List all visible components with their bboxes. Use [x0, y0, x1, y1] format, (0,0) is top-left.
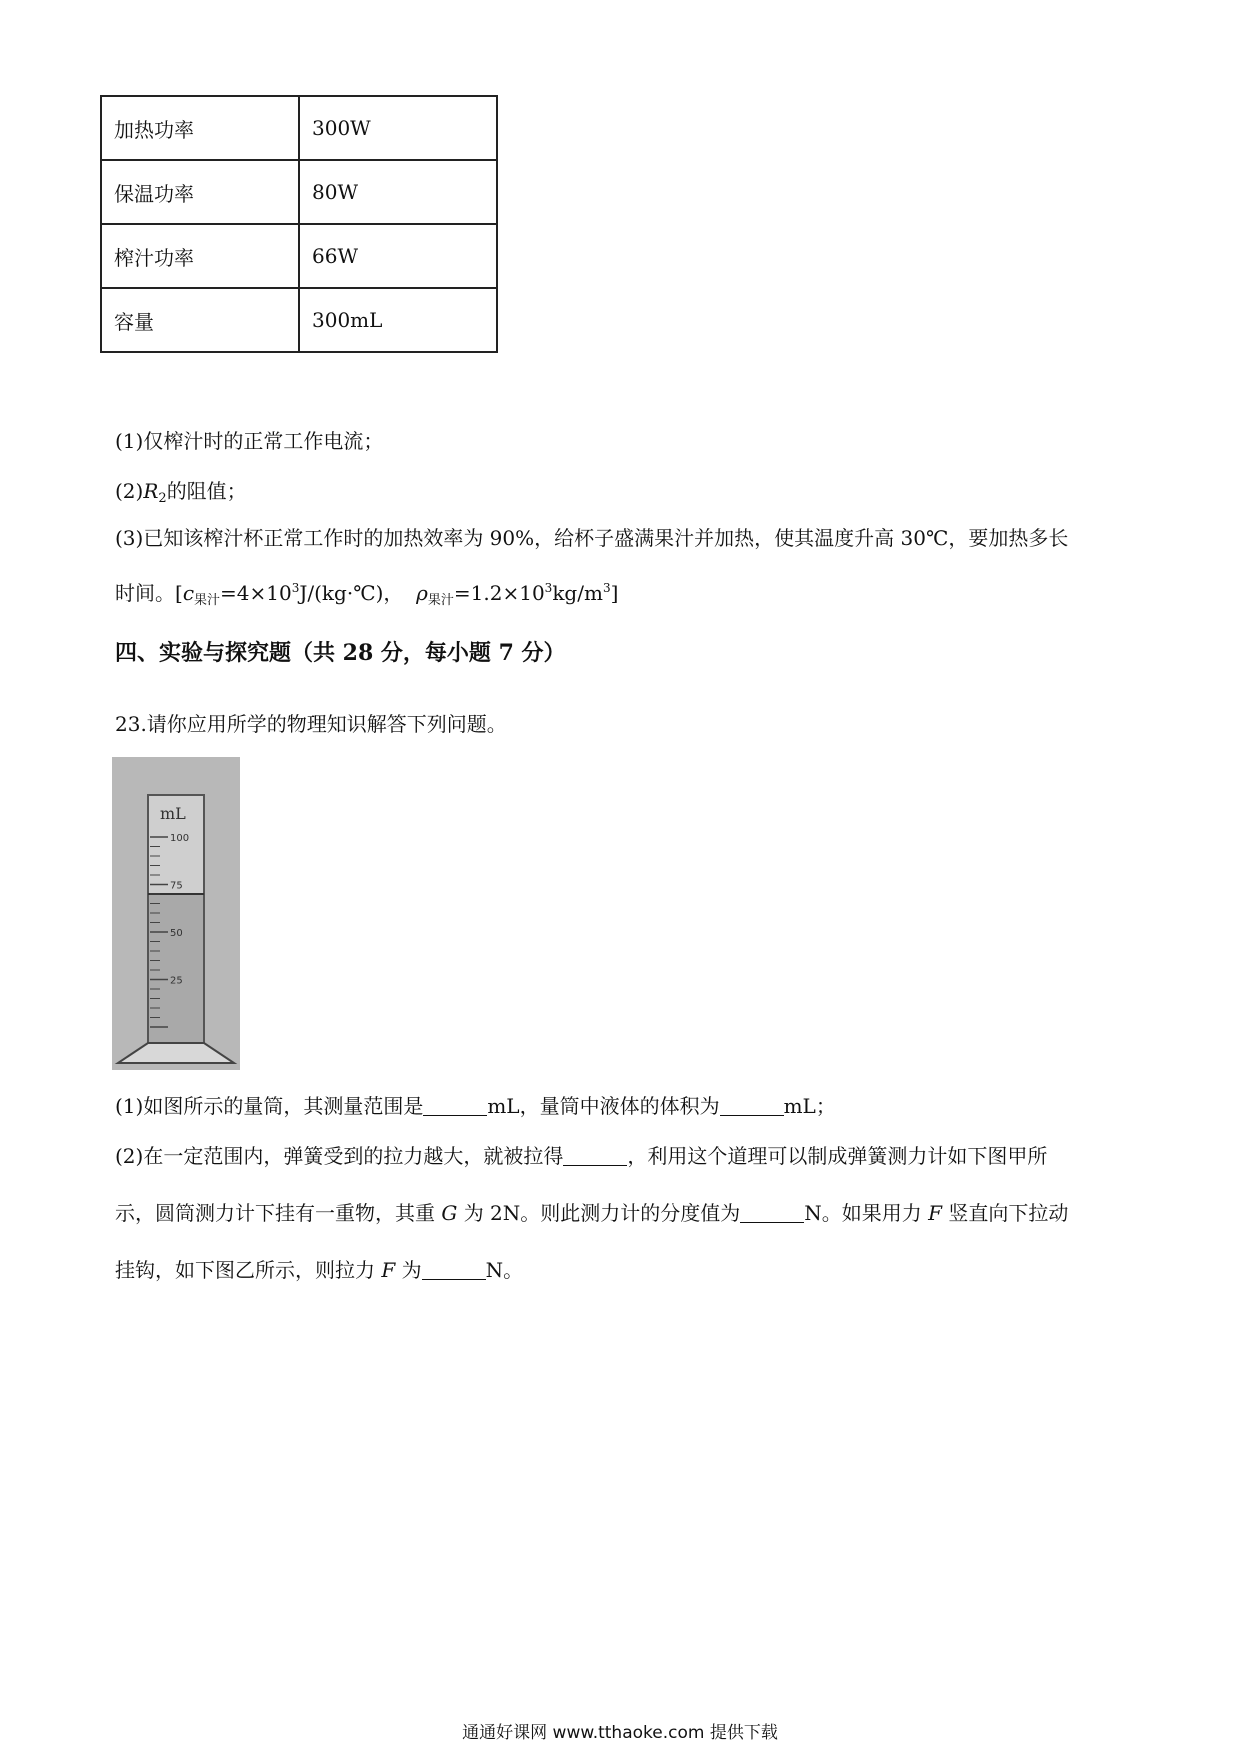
spec-key: 容量 [101, 288, 299, 352]
cylinder-unit-label: mL [160, 804, 186, 823]
q23-1-text-b: mL，量筒中液体的体积为 [487, 1094, 720, 1118]
c-symbol: c [182, 581, 195, 605]
q23-2-text-l3b: 为 [401, 1258, 422, 1282]
q3-close: ] [610, 581, 619, 605]
spec-key: 加热功率 [101, 96, 299, 160]
q2-variable: R [143, 479, 159, 503]
answer-blank-volume[interactable] [720, 1095, 784, 1116]
question-part-1: (1)仅榨汁时的正常工作电流； [115, 429, 384, 453]
question-part-2 [115, 475, 247, 506]
question-23: 23.请你应用所学的物理知识解答下列问题。 [115, 712, 507, 736]
q23-2-text-l2a: 示，圆筒测力计下挂有一重物，其重 [115, 1201, 435, 1225]
spec-value: 80W [299, 160, 497, 224]
cylinder-tick-label: 75 [170, 880, 183, 892]
cylinder-tick-label: 50 [170, 928, 183, 939]
rho-value: =1.2×10 [453, 581, 545, 605]
cylinder-tick-label: 100 [170, 833, 190, 844]
q2-suffix: 的阻值； [166, 479, 247, 503]
c-subscript: 果汁 [194, 593, 221, 608]
q23-2-text-l3c: N。 [485, 1258, 524, 1282]
q23-1-text-c: mL； [783, 1094, 836, 1118]
table-row [101, 288, 497, 352]
spec-value: 300W [299, 96, 497, 160]
question-part-3-line-2 [115, 577, 618, 608]
table-row [101, 96, 497, 160]
rho-exponent: 3 [544, 581, 553, 595]
spec-key: 保温功率 [101, 160, 299, 224]
question-23-part-1 [115, 1090, 836, 1119]
answer-blank-division[interactable] [740, 1202, 804, 1223]
variable-f: F [928, 1201, 943, 1225]
c-unit: J/(kg·℃)， [299, 581, 404, 605]
rho-unit: kg/m [552, 581, 603, 605]
q2-prefix: (2) [115, 479, 144, 503]
q23-2-text-l1b: ，利用这个道理可以制成弹簧测力计如下图甲所 [627, 1144, 1048, 1168]
q23-2-text-l3a: 挂钩，如下图乙所示，则拉力 [115, 1258, 375, 1282]
c-value: =4×10 [220, 581, 292, 605]
rho-subscript: 果汁 [427, 593, 454, 608]
section-heading: 四、实验与探究题（共 28 分，每小题 7 分） [115, 640, 566, 666]
spec-value: 66W [299, 224, 497, 288]
q2-subscript: 2 [158, 491, 167, 506]
table-row [101, 160, 497, 224]
rho-unit-exponent: 3 [602, 581, 611, 595]
q23-2-text-l2d: 竖直向下拉动 [948, 1201, 1069, 1225]
question-part-3-line-1: (3)已知该榨汁杯正常工作时的加热效率为 90%，给杯子盛满果汁并加热，使其温度升高 30℃，要加热多长 [115, 526, 1069, 550]
spec-key: 榨汁功率 [101, 224, 299, 288]
q23-2-text-l1a: (2)在一定范围内，弹簧受到的拉力越大，就被拉得 [115, 1144, 564, 1168]
answer-blank-range[interactable] [423, 1095, 487, 1116]
c-exponent: 3 [291, 581, 300, 595]
cylinder-tick-label: 25 [170, 975, 183, 987]
answer-blank-force[interactable] [422, 1259, 486, 1280]
question-23-part-2-line-1 [115, 1140, 1047, 1169]
graduated-cylinder-figure [112, 757, 240, 1070]
q23-2-text-l2c: N。如果用力 [804, 1201, 922, 1225]
q23-1-text-a: (1)如图所示的量筒，其测量范围是 [115, 1094, 424, 1118]
page-footer: 通通好课网 www.tthaoke.com 提供下载 [462, 1723, 778, 1743]
answer-blank-stretch[interactable] [563, 1145, 627, 1166]
variable-g: G [441, 1201, 458, 1225]
q23-2-text-l2b: 为 2N。则此测力计的分度值为 [463, 1201, 741, 1225]
question-23-part-2-line-2 [115, 1197, 1068, 1226]
q3-prefix: 时间。[ [115, 581, 183, 605]
rho-symbol: ρ [416, 581, 428, 605]
table-row [101, 224, 497, 288]
variable-f: F [381, 1258, 396, 1282]
cylinder-liquid [149, 894, 203, 1042]
spec-value: 300mL [299, 288, 497, 352]
spec-table [100, 95, 498, 353]
question-23-part-2-line-3 [115, 1254, 523, 1283]
